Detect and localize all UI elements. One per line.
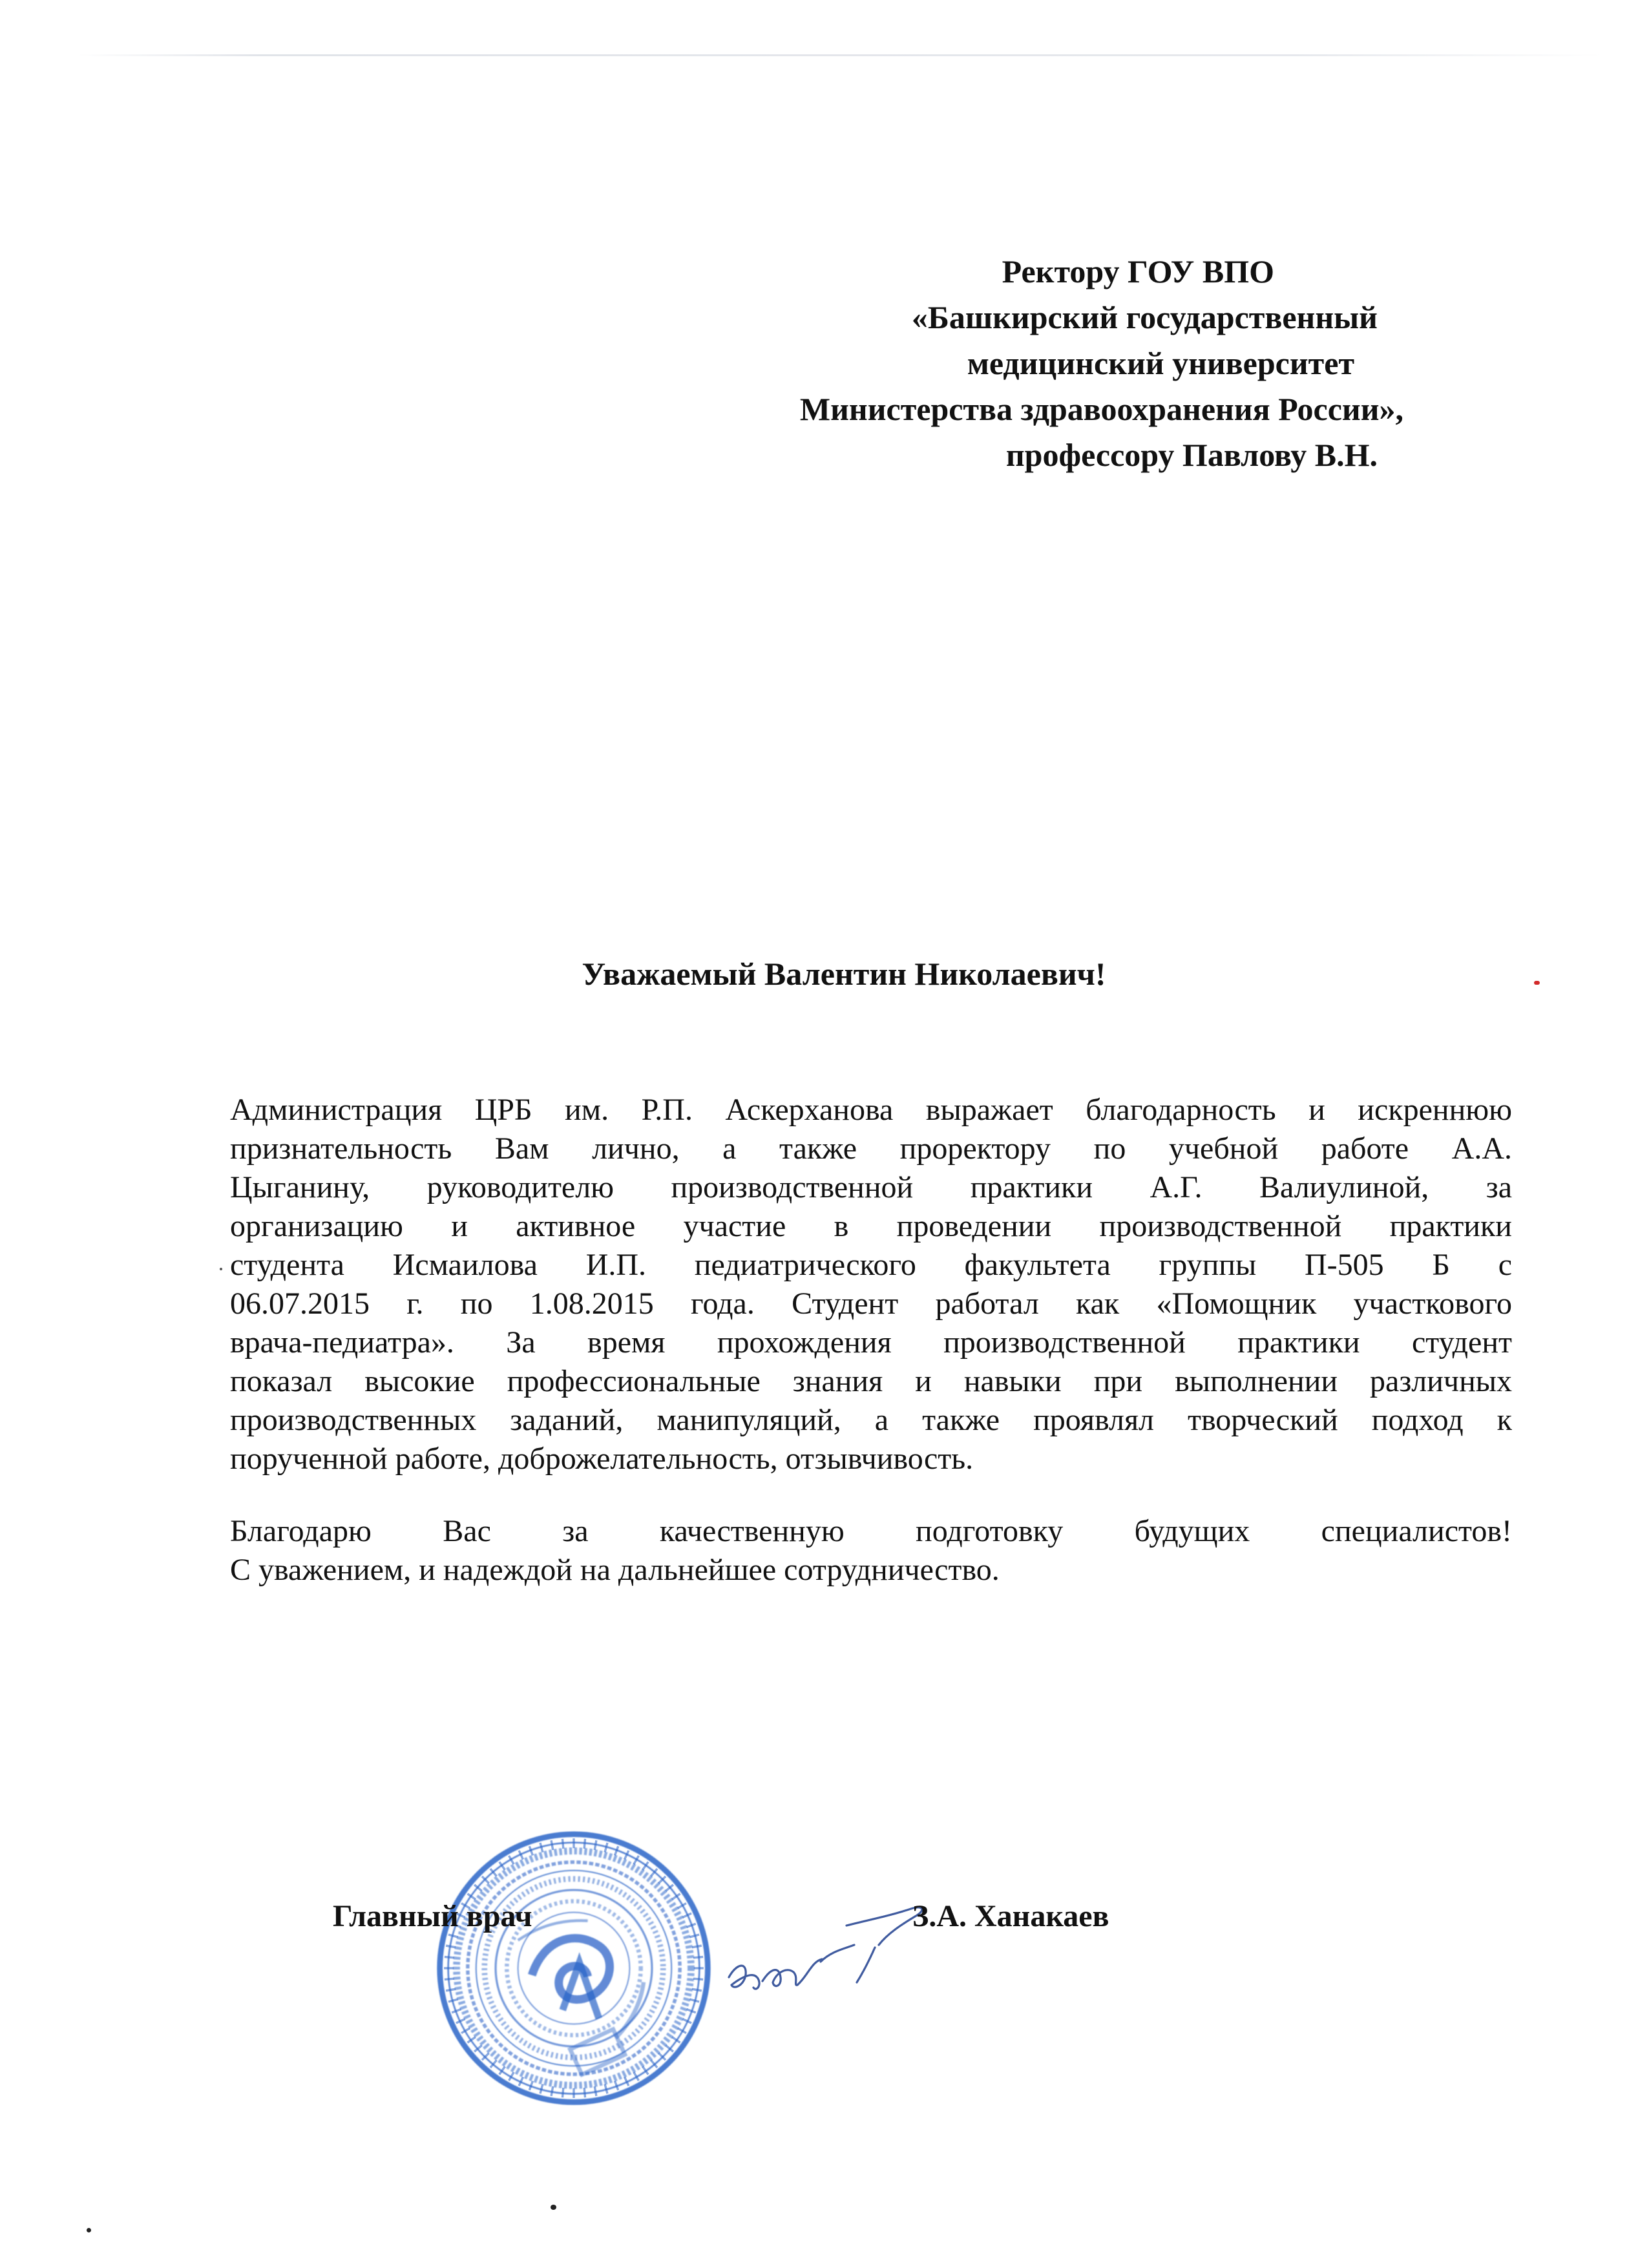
paragraph-line: врача-педиатра». За время прохождения производственной практики студент [230,1325,1512,1360]
paragraph-line: порученной работе, доброжелательность, отзывчивость. [230,1442,974,1476]
letter-paragraph-1 [230,1091,1512,1478]
paragraph-line: С уважением, и надеждой на дальнейшее сотрудничество. [230,1553,1000,1587]
paragraph-line: признательность Вам лично, а также проректору по учебной работе А.А. [230,1131,1512,1166]
paragraph-line: студента Исмаилова И.П. педиатрического факультета группы П-505 Б с [230,1248,1512,1282]
paragraph-line: производственных заданий, манипуляций, а также проявлял творческий подход к [230,1403,1512,1437]
paragraph-line: Администрация ЦРБ им. Р.П. Аскерханова выражает благодарность и искреннюю [230,1093,1512,1127]
round-seal-stamp [434,1829,713,2108]
addressee-line: медицинский университет [967,345,1354,381]
addressee-line: «Башкирский государственный [911,299,1378,335]
addressee-line: Министерства здравоохранения России», [799,391,1403,427]
signatory-name: З.А. Ханакаев [912,1899,1109,1933]
paragraph-line: организацию и активное участие в проведении производственной практики [230,1209,1512,1243]
scan-speck [551,2205,556,2210]
scan-speck [220,1268,222,1270]
paragraph-line: Цыганину, руководителю производственной практики А.Г. Валиулиной, за [230,1170,1512,1204]
addressee-block [800,249,1403,478]
salutation: Уважаемый Валентин Николаевич! [582,956,1106,992]
letter-paragraph-2 [230,1512,1512,1590]
scan-red-mark [1534,981,1540,985]
scan-speck [87,2228,91,2232]
addressee-line: Ректору ГОУ ВПО [1002,253,1274,289]
paragraph-line: 06.07.2015 г. по 1.08.2015 года. Студент работал как «Помощник участкового [230,1286,1512,1321]
signatory-position: Главный врач [333,1899,532,1933]
scan-edge-line [78,54,1602,56]
paragraph-line: Благодарю Вас за качественную подготовку будущих специалистов! [230,1514,1512,1548]
addressee-line: профессору Павлову В.Н. [1005,437,1378,473]
paragraph-line: показал высокие профессиональные знания и навыки при выполнении различных [230,1364,1512,1398]
